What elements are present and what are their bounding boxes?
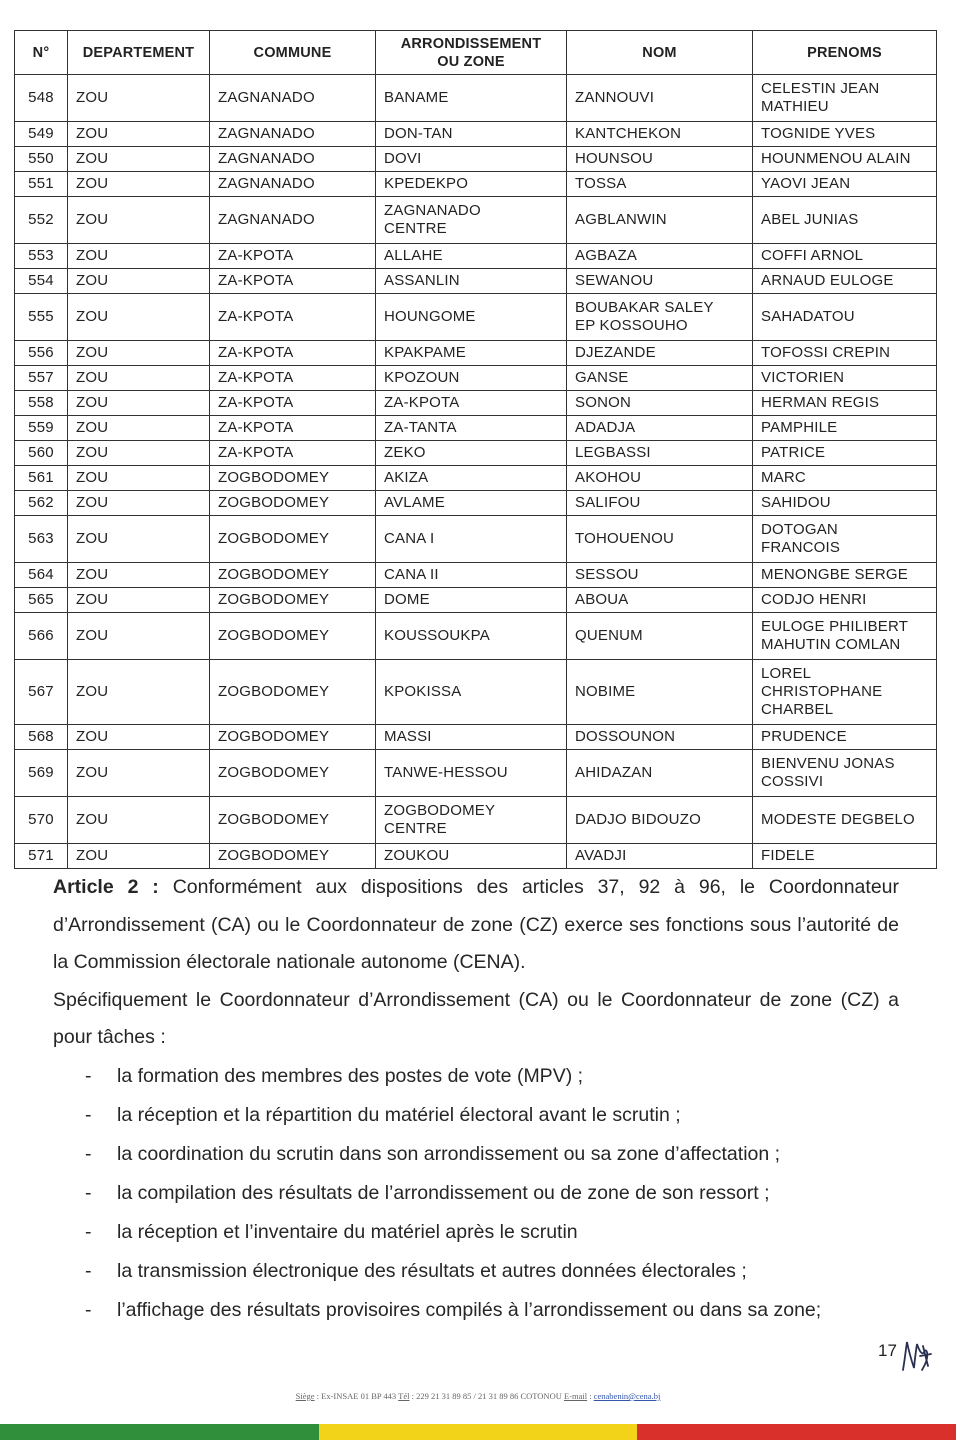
- cell-departement: ZOU: [68, 797, 210, 844]
- cell-number: 567: [15, 660, 68, 725]
- cell-commune: ZOGBODOMEY: [210, 613, 376, 660]
- cell-prenoms: MENONGBE SERGE: [753, 563, 937, 588]
- footer-email-link[interactable]: cenabenin@cena.bj: [593, 1391, 661, 1401]
- table-row: [15, 269, 937, 294]
- cell-arrondissement: KPOKISSA: [376, 660, 567, 725]
- dash-bullet: -: [85, 1181, 92, 1204]
- cell-arrondissement: ZA-KPOTA: [376, 391, 567, 416]
- cell-arrondissement: CANA I: [376, 516, 567, 563]
- cell-commune: ZOGBODOMEY: [210, 844, 376, 869]
- cell-nom: AHIDAZAN: [567, 750, 753, 797]
- cell-nom: NOBIME: [567, 660, 753, 725]
- task-text: la transmission électronique des résultats et autres données électorales ;: [117, 1259, 747, 1282]
- article-paragraph-1-text: Conformément aux dispositions des articles 37, 92 à 96, le Coordonnateur d’Arrondissement (CA) ou le Coordonnateur de zone (CZ) exerce ses fonctions sous l’autorité de la Commission électorale nationale autonome (CENA).: [53, 876, 900, 974]
- cell-nom: DJEZANDE: [567, 341, 753, 366]
- table-row: [15, 75, 937, 122]
- cell-arrondissement: KPOZOUN: [376, 366, 567, 391]
- footer-contact: [0, 1391, 956, 1401]
- cell-number: 558: [15, 391, 68, 416]
- table-row: [15, 613, 937, 660]
- list-item: [53, 1291, 899, 1330]
- cell-commune: ZA-KPOTA: [210, 391, 376, 416]
- table-row: [15, 341, 937, 366]
- cell-number: 554: [15, 269, 68, 294]
- cell-prenoms: CELESTIN JEAN MATHIEU: [753, 75, 937, 122]
- candidates-table: [14, 30, 937, 869]
- cell-departement: ZOU: [68, 172, 210, 197]
- cell-nom: SONON: [567, 391, 753, 416]
- cell-arrondissement: MASSI: [376, 725, 567, 750]
- cell-nom: SALIFOU: [567, 491, 753, 516]
- cell-number: 548: [15, 75, 68, 122]
- cell-prenoms: SAHADATOU: [753, 294, 937, 341]
- cell-arrondissement: CANA II: [376, 563, 567, 588]
- dash-bullet: -: [85, 1103, 92, 1126]
- task-text: la formation des membres des postes de vote (MPV) ;: [117, 1064, 584, 1087]
- cell-commune: ZOGBODOMEY: [210, 660, 376, 725]
- footer-siege-text: : Ex-INSAE 01 BP 443: [314, 1391, 399, 1401]
- cell-departement: ZOU: [68, 122, 210, 147]
- header-nom: NOM: [567, 31, 753, 75]
- cell-arrondissement: KPAKPAME: [376, 341, 567, 366]
- cell-nom: DOSSOUNON: [567, 725, 753, 750]
- cell-arrondissement: AKIZA: [376, 466, 567, 491]
- cell-number: 560: [15, 441, 68, 466]
- article-section: [53, 869, 899, 1330]
- cell-arrondissement: ZOUKOU: [376, 844, 567, 869]
- table-row: [15, 466, 937, 491]
- cell-prenoms: LOREL CHRISTOPHANE CHARBEL: [753, 660, 937, 725]
- cell-commune: ZOGBODOMEY: [210, 588, 376, 613]
- cell-commune: ZAGNANADO: [210, 122, 376, 147]
- cell-arrondissement: DOVI: [376, 147, 567, 172]
- dash-bullet: -: [85, 1064, 92, 1087]
- table-row: [15, 172, 937, 197]
- cell-commune: ZA-KPOTA: [210, 294, 376, 341]
- task-list: [53, 1057, 899, 1330]
- cell-number: 551: [15, 172, 68, 197]
- table-row: [15, 588, 937, 613]
- table-row: [15, 244, 937, 269]
- cell-commune: ZA-KPOTA: [210, 244, 376, 269]
- table-row: [15, 844, 937, 869]
- table-row: [15, 366, 937, 391]
- footer-siege-label: Siège: [295, 1391, 315, 1401]
- cell-number: 571: [15, 844, 68, 869]
- cell-arrondissement: ZAGNANADO CENTRE: [376, 197, 567, 244]
- page-number: 17: [878, 1341, 897, 1360]
- footer-tel-text: : 229 21 31 89 85 / 21 31 89 86 COTONOU: [409, 1391, 564, 1401]
- cell-departement: ZOU: [68, 660, 210, 725]
- cell-arrondissement: DOME: [376, 588, 567, 613]
- cell-arrondissement: ASSANLIN: [376, 269, 567, 294]
- task-text: l’affichage des résultats provisoires compilés à l’arrondissement ou dans sa zone;: [117, 1298, 822, 1321]
- cell-departement: ZOU: [68, 441, 210, 466]
- table-row: [15, 750, 937, 797]
- cell-commune: ZAGNANADO: [210, 75, 376, 122]
- table-row: [15, 294, 937, 341]
- list-item: [53, 1174, 899, 1213]
- table-body: [15, 75, 937, 869]
- table-row: [15, 197, 937, 244]
- cell-commune: ZA-KPOTA: [210, 441, 376, 466]
- cell-departement: ZOU: [68, 391, 210, 416]
- cell-prenoms: PAMPHILE: [753, 416, 937, 441]
- cell-nom: BOUBAKAR SALEY EP KOSSOUHO: [567, 294, 753, 341]
- cell-prenoms: VICTORIEN: [753, 366, 937, 391]
- table-row: [15, 563, 937, 588]
- article-heading: Article 2 :: [53, 876, 159, 898]
- table-row: [15, 491, 937, 516]
- table-row: [15, 797, 937, 844]
- cell-commune: ZA-KPOTA: [210, 341, 376, 366]
- cell-departement: ZOU: [68, 613, 210, 660]
- cell-departement: ZOU: [68, 466, 210, 491]
- cell-prenoms: CODJO HENRI: [753, 588, 937, 613]
- list-item: [53, 1135, 899, 1174]
- header-arrondissement: ARRONDISSEMENT OU ZONE: [376, 31, 567, 75]
- cell-nom: DADJO BIDOUZO: [567, 797, 753, 844]
- table-row: [15, 725, 937, 750]
- dash-bullet: -: [85, 1298, 92, 1321]
- cell-nom: SEWANOU: [567, 269, 753, 294]
- task-text: la coordination du scrutin dans son arrondissement ou sa zone d’affectation ;: [117, 1142, 781, 1165]
- header-departement: DEPARTEMENT: [68, 31, 210, 75]
- cell-departement: ZOU: [68, 341, 210, 366]
- task-text: la réception et l’inventaire du matériel après le scrutin: [117, 1220, 578, 1243]
- cell-number: 570: [15, 797, 68, 844]
- task-text: la réception et la répartition du matériel électoral avant le scrutin ;: [117, 1103, 681, 1126]
- cell-prenoms: MODESTE DEGBELO: [753, 797, 937, 844]
- cell-prenoms: HOUNMENOU ALAIN: [753, 147, 937, 172]
- cell-prenoms: DOTOGAN FRANCOIS: [753, 516, 937, 563]
- cell-departement: ZOU: [68, 294, 210, 341]
- cell-commune: ZA-KPOTA: [210, 416, 376, 441]
- cell-number: 559: [15, 416, 68, 441]
- cell-commune: ZA-KPOTA: [210, 269, 376, 294]
- cell-commune: ZOGBODOMEY: [210, 725, 376, 750]
- cell-nom: HOUNSOU: [567, 147, 753, 172]
- cell-number: 565: [15, 588, 68, 613]
- list-item: [53, 1096, 899, 1135]
- cell-commune: ZOGBODOMEY: [210, 750, 376, 797]
- candidates-table-container: [14, 30, 936, 869]
- cell-number: 552: [15, 197, 68, 244]
- cell-nom: AGBAZA: [567, 244, 753, 269]
- cell-commune: ZAGNANADO: [210, 172, 376, 197]
- cell-arrondissement: ALLAHE: [376, 244, 567, 269]
- footer-email-label: E-mail: [563, 1391, 588, 1401]
- flag-yellow-stripe: [319, 1424, 638, 1440]
- cell-number: 555: [15, 294, 68, 341]
- cell-departement: ZOU: [68, 588, 210, 613]
- cell-arrondissement: ZOGBODOMEY CENTRE: [376, 797, 567, 844]
- cell-number: 569: [15, 750, 68, 797]
- table-row: [15, 391, 937, 416]
- cell-arrondissement: KOUSSOUKPA: [376, 613, 567, 660]
- cell-departement: ZOU: [68, 366, 210, 391]
- cell-commune: ZOGBODOMEY: [210, 797, 376, 844]
- cell-nom: ADADJA: [567, 416, 753, 441]
- cell-departement: ZOU: [68, 563, 210, 588]
- cell-nom: KANTCHEKON: [567, 122, 753, 147]
- cell-number: 557: [15, 366, 68, 391]
- cell-prenoms: ARNAUD EULOGE: [753, 269, 937, 294]
- cell-departement: ZOU: [68, 416, 210, 441]
- table-row: [15, 660, 937, 725]
- cell-commune: ZOGBODOMEY: [210, 516, 376, 563]
- cell-prenoms: FIDELE: [753, 844, 937, 869]
- cell-prenoms: TOFOSSI CREPIN: [753, 341, 937, 366]
- cell-nom: AKOHOU: [567, 466, 753, 491]
- flag-green-stripe: [0, 1424, 319, 1440]
- cell-departement: ZOU: [68, 269, 210, 294]
- cell-nom: LEGBASSI: [567, 441, 753, 466]
- cell-commune: ZOGBODOMEY: [210, 491, 376, 516]
- cell-number: 549: [15, 122, 68, 147]
- cell-arrondissement: HOUNGOME: [376, 294, 567, 341]
- cell-prenoms: BIENVENU JONAS COSSIVI: [753, 750, 937, 797]
- table-row: [15, 516, 937, 563]
- cell-nom: AVADJI: [567, 844, 753, 869]
- dash-bullet: -: [85, 1220, 92, 1243]
- cell-nom: ZANNOUVI: [567, 75, 753, 122]
- cell-departement: ZOU: [68, 147, 210, 172]
- flag-red-stripe: [637, 1424, 956, 1440]
- cell-departement: ZOU: [68, 725, 210, 750]
- cell-departement: ZOU: [68, 244, 210, 269]
- cell-nom: QUENUM: [567, 613, 753, 660]
- flag-color-band: [0, 1424, 956, 1440]
- cell-commune: ZOGBODOMEY: [210, 466, 376, 491]
- cell-prenoms: EULOGE PHILIBERT MAHUTIN COMLAN: [753, 613, 937, 660]
- cell-prenoms: MARC: [753, 466, 937, 491]
- cell-prenoms: ABEL JUNIAS: [753, 197, 937, 244]
- table-row: [15, 441, 937, 466]
- cell-nom: TOSSA: [567, 172, 753, 197]
- cell-prenoms: YAOVI JEAN: [753, 172, 937, 197]
- cell-departement: ZOU: [68, 844, 210, 869]
- cell-departement: ZOU: [68, 197, 210, 244]
- cell-departement: ZOU: [68, 516, 210, 563]
- cell-arrondissement: KPEDEKPO: [376, 172, 567, 197]
- header-prenoms: PRENOMS: [753, 31, 937, 75]
- cell-prenoms: COFFI ARNOL: [753, 244, 937, 269]
- cell-arrondissement: ZEKO: [376, 441, 567, 466]
- cell-arrondissement: AVLAME: [376, 491, 567, 516]
- header-number: N°: [15, 31, 68, 75]
- footer-email-sep: :: [587, 1391, 594, 1401]
- footer-tel-label: Tél: [398, 1391, 410, 1401]
- table-row: [15, 416, 937, 441]
- cell-commune: ZA-KPOTA: [210, 366, 376, 391]
- cell-nom: TOHOUENOU: [567, 516, 753, 563]
- cell-prenoms: HERMAN REGIS: [753, 391, 937, 416]
- cell-arrondissement: DON-TAN: [376, 122, 567, 147]
- cell-nom: SESSOU: [567, 563, 753, 588]
- cell-number: 550: [15, 147, 68, 172]
- cell-number: 553: [15, 244, 68, 269]
- cell-prenoms: SAHIDOU: [753, 491, 937, 516]
- cell-nom: ABOUA: [567, 588, 753, 613]
- cell-prenoms: TOGNIDE YVES: [753, 122, 937, 147]
- list-item: [53, 1057, 899, 1096]
- article-paragraph-1: [53, 869, 899, 982]
- table-row: [15, 147, 937, 172]
- handwritten-initials-signature: [900, 1336, 934, 1376]
- cell-departement: ZOU: [68, 750, 210, 797]
- cell-number: 556: [15, 341, 68, 366]
- cell-commune: ZOGBODOMEY: [210, 563, 376, 588]
- cell-departement: ZOU: [68, 491, 210, 516]
- cell-number: 563: [15, 516, 68, 563]
- task-text: la compilation des résultats de l’arrondissement ou de zone de son ressort ;: [117, 1181, 770, 1204]
- table-header-row: [15, 31, 937, 75]
- dash-bullet: -: [85, 1142, 92, 1165]
- table-row: [15, 122, 937, 147]
- cell-departement: ZOU: [68, 75, 210, 122]
- list-item: [53, 1213, 899, 1252]
- cell-number: 564: [15, 563, 68, 588]
- cell-number: 562: [15, 491, 68, 516]
- cell-nom: AGBLANWIN: [567, 197, 753, 244]
- cell-number: 566: [15, 613, 68, 660]
- list-item: [53, 1252, 899, 1291]
- cell-number: 568: [15, 725, 68, 750]
- cell-arrondissement: TANWE-HESSOU: [376, 750, 567, 797]
- cell-number: 561: [15, 466, 68, 491]
- cell-commune: ZAGNANADO: [210, 147, 376, 172]
- header-commune: COMMUNE: [210, 31, 376, 75]
- cell-arrondissement: BANAME: [376, 75, 567, 122]
- article-paragraph-2: Spécifiquement le Coordonnateur d’Arrondissement (CA) ou le Coordonnateur de zone (CZ) a pour tâches :: [53, 988, 899, 1049]
- cell-prenoms: PATRICE: [753, 441, 937, 466]
- dash-bullet: -: [85, 1259, 92, 1282]
- cell-nom: GANSE: [567, 366, 753, 391]
- cell-arrondissement: ZA-TANTA: [376, 416, 567, 441]
- cell-commune: ZAGNANADO: [210, 197, 376, 244]
- cell-prenoms: PRUDENCE: [753, 725, 937, 750]
